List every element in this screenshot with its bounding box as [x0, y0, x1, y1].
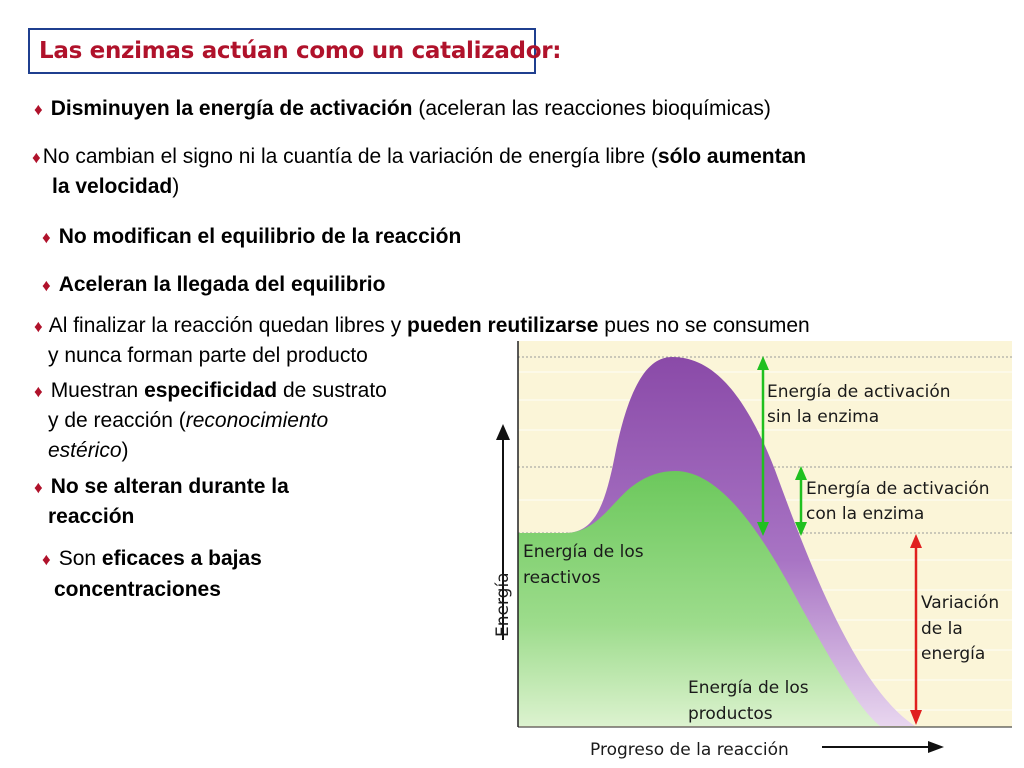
label-act-enzyme-1: Energía de activación [806, 479, 990, 499]
diamond-bullet-icon: ♦ [34, 382, 43, 401]
bullet-5-bold: pueden reutilizarse [407, 314, 599, 337]
bullet-1-rest: (aceleran las reacciones bioquímicas) [412, 97, 771, 120]
bullet-2-close: ) [172, 175, 180, 198]
label-act-no-enzyme-1: Energía de activación [767, 382, 951, 402]
bullet-7-bold: No se alteran durante la [50, 475, 289, 498]
bullet-6-italic: reconocimiento [185, 409, 329, 432]
bullet-4-bold: Aceleran la llegada del equilibrio [58, 273, 386, 296]
y-axis-label: Energía [493, 572, 513, 637]
label-reactants-2: reactivos [523, 568, 601, 588]
diamond-bullet-icon: ♦ [42, 276, 51, 295]
bullet-3-bold: No modifican el equilibrio de la reacción [58, 225, 462, 248]
label-reactants-1: Energía de los [523, 542, 644, 562]
diamond-bullet-icon: ♦ [42, 550, 51, 569]
diamond-bullet-icon: ♦ [42, 228, 51, 247]
label-act-no-enzyme-2: sin la enzima [767, 407, 880, 427]
bullet-6-text-3: y de reacción ( [48, 409, 186, 432]
label-products-1: Energía de los [688, 678, 809, 698]
label-variation-1: Variación [921, 593, 1000, 613]
bullet-7-bold-2: reacción [48, 505, 135, 528]
bullet-6-bold: especificidad [144, 379, 278, 402]
x-axis-arrow [822, 741, 944, 753]
label-products-2: productos [688, 704, 773, 724]
bullet-8-bold-2: concentraciones [54, 578, 221, 601]
diamond-bullet-icon: ♦ [34, 317, 43, 336]
label-variation-3: energía [921, 644, 986, 664]
diamond-bullet-icon: ♦ [34, 100, 43, 119]
bullet-5-text-3: y nunca forman parte del producto [48, 344, 368, 367]
slide-title: Las enzimas actúan como un catalizador: [39, 38, 562, 64]
x-axis-label: Progreso de la reacción [590, 740, 789, 760]
bullet-6-text: Muestran [50, 379, 145, 402]
bullet-6-text-2: de sustrato [277, 379, 387, 402]
bullet-2-bold: sólo aumentan [657, 145, 807, 168]
bullet-2-text: No cambian el signo ni la cuantía de la variación de energía libre ( [42, 145, 658, 168]
bullet-5-text-2: pues no se consumen [598, 314, 810, 337]
bullet-8-text: Son [58, 547, 102, 570]
label-variation-2: de la [921, 619, 963, 639]
diamond-bullet-icon: ♦ [32, 148, 41, 167]
bullet-5-text: Al finalizar la reacción quedan libres y [48, 314, 408, 337]
bullet-1-bold: Disminuyen la energía de activación [50, 97, 413, 120]
label-act-enzyme-2: con la enzima [806, 504, 925, 524]
bullet-8-bold: eficaces a bajas [101, 547, 262, 570]
bullet-6-italic-2: estérico [48, 439, 122, 462]
bullet-6-close: ) [121, 439, 129, 462]
bullet-2-bold-2: la velocidad [52, 175, 173, 198]
diamond-bullet-icon: ♦ [34, 478, 43, 497]
